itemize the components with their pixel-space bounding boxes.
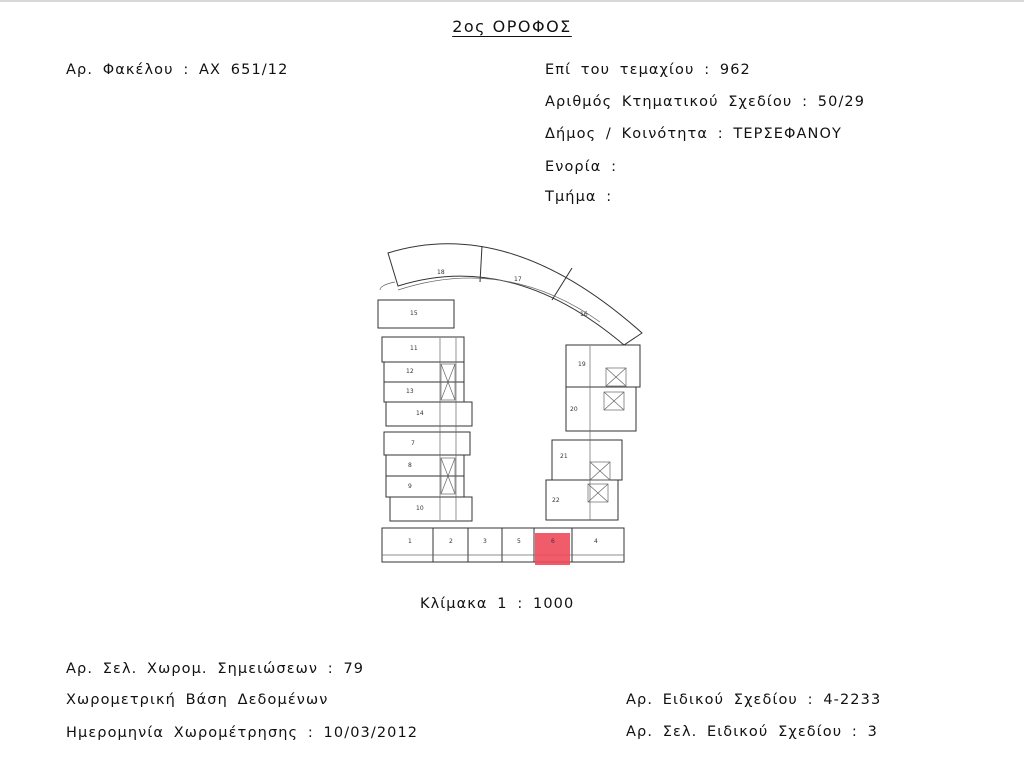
unit-outline-21 xyxy=(552,440,622,480)
unit-label-17: 17 xyxy=(514,276,522,283)
unit-outline-14 xyxy=(386,402,472,426)
unit-label-15: 15 xyxy=(410,310,418,317)
page-title-text: 2ος ΟΡΟΦΟΣ xyxy=(452,17,572,36)
unit-outline-7 xyxy=(384,432,470,455)
curved-wing-divider xyxy=(480,246,482,282)
special-plan-number: Αρ. Ειδικού Σχεδίου : 4-2233 xyxy=(626,692,882,708)
unit-label-19: 19 xyxy=(578,361,586,368)
unit-label-12: 12 xyxy=(406,368,414,375)
unit-label-5: 5 xyxy=(517,538,521,545)
unit-label-11: 11 xyxy=(410,345,418,352)
unit-label-16: 16 xyxy=(580,311,588,318)
survey-notes-page: Αρ. Σελ. Χωρομ. Σημειώσεων : 79 xyxy=(66,661,365,677)
unit-label-2: 2 xyxy=(449,538,453,545)
unit-label-18: 18 xyxy=(437,269,445,276)
unit-label-9: 9 xyxy=(408,483,412,490)
section: Τμήμα : xyxy=(545,189,613,205)
parcel-number: Επί του τεμαχίου : 962 xyxy=(545,62,751,78)
special-plan-page: Αρ. Σελ. Ειδικού Σχεδίου : 3 xyxy=(626,724,878,740)
parish: Ενορία : xyxy=(545,159,618,175)
cadastral-plan-number: Αριθμός Κτηματικού Σχεδίου : 50/29 xyxy=(545,94,866,110)
curved-wing-divider xyxy=(552,268,572,300)
unit-outline-11 xyxy=(382,337,464,362)
unit-label-1: 1 xyxy=(408,538,412,545)
unit-label-7: 7 xyxy=(411,440,415,447)
unit-label-3: 3 xyxy=(483,538,487,545)
unit-label-8: 8 xyxy=(408,462,412,469)
unit-label-21: 21 xyxy=(560,453,568,460)
corridor-curve xyxy=(380,282,395,290)
unit-label-13: 13 xyxy=(406,388,414,395)
scale-label: Κλίμακα 1 : 1000 xyxy=(420,596,575,612)
municipality: Δήμος / Κοινότητα : ΤΕΡΣΕΦΑΝΟΥ xyxy=(545,126,842,142)
unit-label-20: 20 xyxy=(570,406,578,413)
unit-outline-10 xyxy=(390,497,472,521)
bottom-row-outline xyxy=(382,528,624,562)
unit-label-22: 22 xyxy=(552,497,560,504)
unit-label-6: 6 xyxy=(551,538,555,545)
survey-database: Χωρομετρική Βάση Δεδομένων xyxy=(66,692,329,708)
file-number: Αρ. Φακέλου : ΑΧ 651/12 xyxy=(66,62,289,78)
curved-wing-outline xyxy=(388,244,642,345)
unit-label-14: 14 xyxy=(416,410,424,417)
unit-label-4: 4 xyxy=(594,538,598,545)
survey-date: Ημερομηνία Χωρομέτρησης : 10/03/2012 xyxy=(66,725,419,741)
unit-label-10: 10 xyxy=(416,505,424,512)
